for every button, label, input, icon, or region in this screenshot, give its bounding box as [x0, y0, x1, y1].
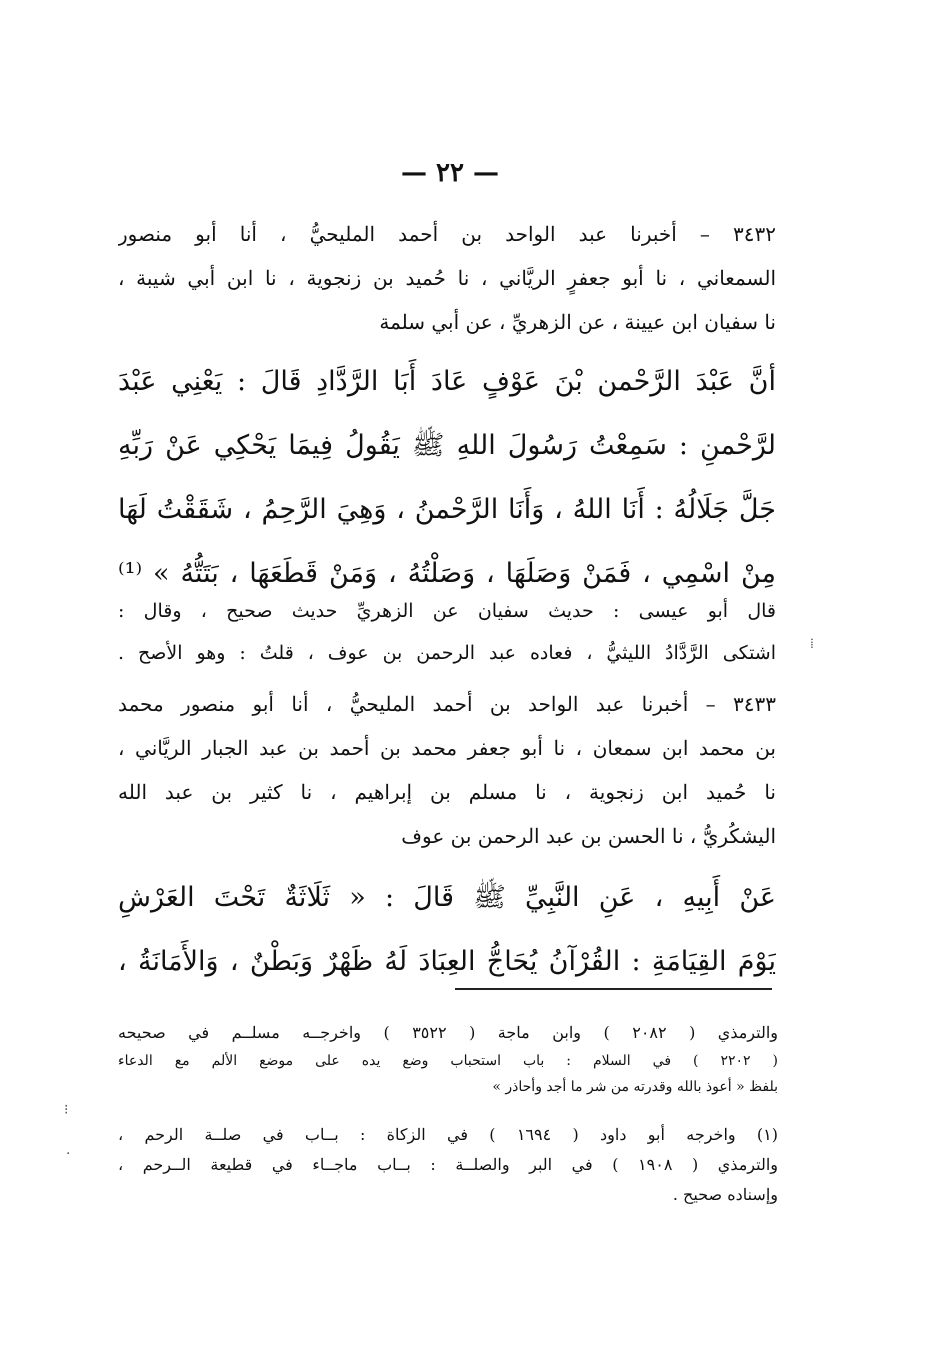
scan-speck: ·	[66, 1146, 71, 1162]
chain-line: السمعاني ، نا أبو جعفرٍ الريَّاني ، نا حُميد بن زنجوية ، نا ابن أبي شيبة ،	[118, 266, 776, 290]
hadith-line: عَنْ أَبِيهِ ، عَنِ النَّبِيِّ ﷺ قَالَ : « ثَلَاثَةٌ تَحْتَ العَرْشِ	[118, 882, 776, 913]
hadith-3432-commentary	[118, 590, 776, 674]
hadith-line: يَوْمَ القِيَامَةِ : القُرْآنُ يُحَاجُّ العِبَادَ لَهُ ظَهْرٌ وَبَطْنٌ ، وَالأَمَانَةُ ،	[118, 946, 776, 977]
hadith-3432-chain	[118, 212, 776, 344]
footnote-line: (١) واخرجه أبو داود ( ١٦٩٤ ) في الزكاة : بــاب في صلــة الرحم ،	[118, 1125, 778, 1144]
footnote-line: وإسناده صحيح .	[672, 1185, 778, 1204]
hadith-3432-text	[118, 350, 776, 606]
chain-line: نا حُميد ابن زنجوية ، نا مسلم بن إبراهيم ، نا كثير بن عبد الله	[118, 780, 776, 804]
scan-speck: ⁝	[64, 1102, 69, 1118]
chain-line: ٣٤٣٣ – أخبرنا عبد الواحد بن أحمد المليحيُّ ، أنا أبو منصور محمد	[118, 692, 776, 716]
chain-line: اليشكُريُّ ، نا الحسن بن عبد الرحمن بن عوف	[401, 824, 776, 848]
chain-line: ٣٤٣٢ – أخبرنا عبد الواحد بن أحمد المليحيُّ ، أنا أبو منصور	[118, 222, 776, 246]
footnote-line: والترمذي ( ١٩٠٨ ) في البر والصلــة : بــاب ماجــاء في قطيعة الــرحم ،	[118, 1155, 778, 1174]
hadith-3433-chain	[118, 682, 776, 858]
footnote-1	[118, 1120, 778, 1210]
hadith-3433-text	[118, 866, 776, 994]
footnotes-continued	[118, 1018, 778, 1100]
page-number: — ٢٢ —	[400, 158, 500, 188]
hadith-line: أنَّ عَبْدَ الرَّحْمن بْنَ عَوْفٍ عَادَ أَبَا الرَّدَّادِ قَالَ : يَعْنِي عَبْدَ	[118, 366, 776, 397]
hadith-line: لرَّحْمنِ : سَمِعْتُ رَسُولَ اللهِ ﷺ يَقُولُ فِيمَا يَحْكِي عَنْ رَبِّهِ	[118, 430, 776, 461]
scan-speck: ⁞	[810, 636, 814, 652]
chain-line: نا سفيان ابن عيينة ، عن الزهريِّ ، عن أبي سلمة	[379, 310, 776, 334]
commentary-line: قال أبو عيسى : حديث سفيان عن الزهريِّ حديث صحيح ، وقال :	[118, 600, 776, 622]
hadith-line: جَلَّ جَلَالُهُ : أَنَا اللهُ ، وَأَنَا الرَّحْمنُ ، وَهِيَ الرَّحِمُ ، شَقَقْتُ لَهَا	[118, 494, 776, 525]
footnote-line: والترمذي ( ٢٠٨٢ ) وابن ماجة ( ٣٥٢٢ ) واخرجــه مسلــم في صحيحه	[118, 1023, 778, 1042]
chain-line: بن محمد ابن سمعان ، نا أبو جعفر محمد بن أحمد بن عبد الجبار الريَّاني ،	[118, 736, 776, 760]
hadith-line: مِنْ اسْمِي ، فَمَنْ وَصَلَهَا ، وَصَلْتُهُ ، وَمَنْ قَطَعَهَا ، بَتَتُّهُ » ⁽¹⁾	[118, 558, 776, 589]
commentary-line: اشتكى الرَّدَّادُ الليثيُّ ، فعاده عبد الرحمن بن عوف ، قلتُ : وهو الأصح .	[118, 642, 776, 664]
footnote-line: ( ٢٢٠٢ ) في السلام : باب استحباب وضع يده على موضع الألم مع الدعاء	[118, 1053, 778, 1069]
footnote-divider	[455, 988, 772, 990]
footnote-line: بلفظ « أعوذ بالله وقدرته من شر ما أجد وأحاذر »	[492, 1079, 778, 1095]
